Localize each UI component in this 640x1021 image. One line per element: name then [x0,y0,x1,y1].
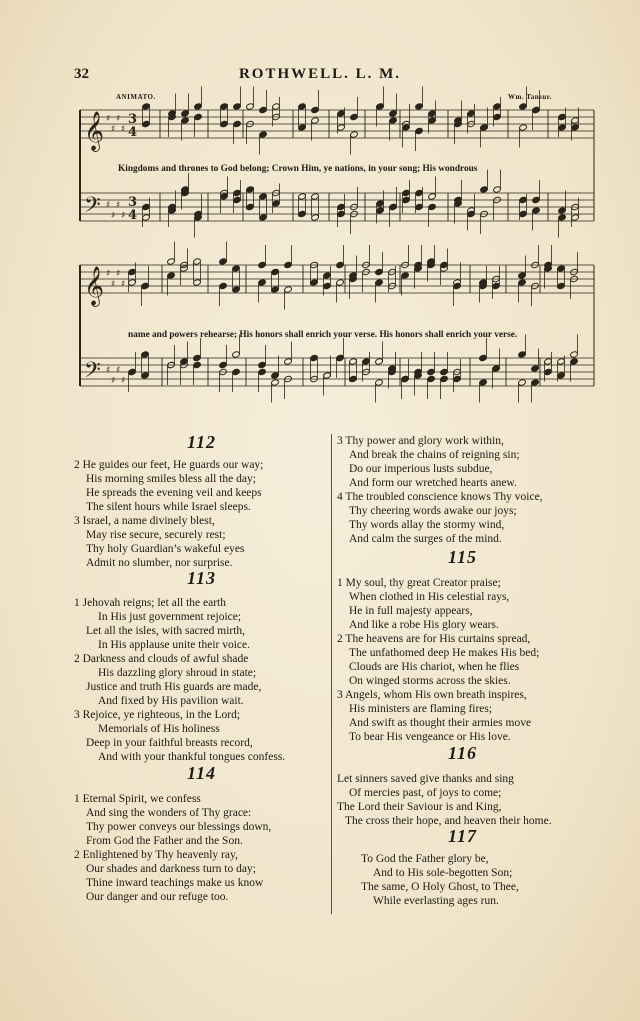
hymn-line: 2 He guides our feet, He guards our way; [74,459,264,471]
note-head [519,103,528,110]
note-head [232,265,241,272]
hymn-line: On winged storms across the skies. [349,675,511,687]
note-head [232,286,241,293]
note-head [337,210,346,217]
bass-clef-icon: 𝄢 [84,358,101,388]
note-head [141,372,150,379]
note-head [336,261,345,268]
hymn-line: Thine inward teachings make us know [86,877,264,889]
note-head [193,279,202,286]
note-head [531,365,540,372]
sharp-icon: ♯ [106,365,111,376]
note-head [193,361,202,368]
sharp-icon: ♯ [116,114,121,124]
note-head [492,365,501,372]
hymn-line: Thy words allay the stormy wind, [349,519,505,531]
note-head [350,131,359,138]
note-head [220,120,229,127]
hymn-line: 2 The heavens are for His curtains spread, [337,633,531,645]
note-head [362,358,371,365]
hymn-line: And calm the surges of the mind. [349,533,502,545]
note-head [375,268,384,275]
note-head [258,368,267,375]
hymn-line: May rise secure, securely rest; [86,529,226,541]
note-head [219,282,228,289]
hymn-line: His morning smiles bless all the day; [86,473,256,485]
time-signature: 3 [128,112,138,127]
note-head [428,117,437,124]
hymn-line: The Lord their Saviour is and King, [337,801,502,813]
note-head [401,375,410,382]
note-head [349,375,358,382]
note-head [233,120,242,127]
note-head [246,203,255,210]
hymn-line: To bear His vengeance or His love. [349,731,511,743]
hymn-line: When clothed in His celestial rays, [349,591,510,603]
note-head [298,210,307,217]
hymn-line: He spreads the evening veil and keeps [86,487,262,499]
note-head [258,361,267,368]
hymn-line: Thy cheering words awake our joys; [349,505,517,517]
hymn-line: 1 Jehovah reigns; let all the earth [74,597,227,609]
hymn-line: Deep in your faithful breasts record, [86,737,253,749]
note-head [142,214,151,221]
note-head [337,124,346,131]
sharp-icon: ♯ [111,279,116,290]
hymn-line: He in full majesty appears, [349,605,473,617]
note-head [479,354,488,361]
hymn-line: 3 Thy power and glory work within, [337,435,504,447]
hymn-line: 2 Enlightened by Thy heavenly ray, [74,849,238,861]
note-head [271,268,280,275]
note-head [389,117,398,124]
hymn-line: Do our imperious lusts subdue, [349,463,493,475]
note-head [532,207,541,214]
note-head [128,268,137,275]
note-head [193,258,202,265]
hymn-number: 115 [448,547,478,567]
hymn-number: 113 [187,568,217,588]
note-head [271,372,280,379]
hymn-line: While everlasting ages run. [373,895,499,907]
note-head [336,279,345,286]
note-head [558,124,567,131]
note-head [311,193,320,200]
note-head [141,282,150,289]
hymn-line: 1 My soul, thy great Creator praise; [337,577,501,589]
note-head [194,113,203,120]
sharp-icon: ♯ [106,269,111,279]
hymn-line: Admit no slumber, nor surprise. [86,557,233,569]
note-head [518,279,527,286]
note-head [194,103,203,110]
note-head [298,103,307,110]
sharp-icon: ♯ [116,365,121,376]
note-head [480,124,489,131]
note-head [375,279,384,286]
note-head [519,210,528,217]
note-head [557,358,566,365]
note-head [272,200,281,207]
note-head [518,351,527,358]
note-head [415,189,424,196]
hymn-line: 1 Eternal Spirit, we confess [74,793,201,805]
note-head [259,131,268,138]
treble-clef-icon: 𝄞 [84,111,105,151]
page-number: 32 [74,66,89,82]
sharp-icon: ♯ [111,124,116,135]
note-head [571,117,580,124]
note-head [453,375,462,382]
note-head [259,193,268,200]
note-head [246,186,255,193]
note-head [220,103,229,110]
hymn-line: And swift as thought their armies move [349,717,532,729]
note-head [311,214,320,221]
hymn-line: His ministers are flaming fires; [349,703,493,715]
hymn-line: In His applause unite their voice. [98,639,251,651]
note-head [493,103,502,110]
note-head [480,186,489,193]
note-head [337,110,346,117]
hymn-line: Our danger and our refuge too. [86,891,229,903]
hymn-line: 3 Angels, whom His own breath inspires, [337,689,527,701]
column-divider [331,434,332,914]
note-head [440,375,449,382]
note-head [531,379,540,386]
tempo-marking: ANIMATO. [116,93,156,101]
note-head [284,286,293,293]
note-head [557,282,566,289]
note-head [311,117,320,124]
hymn-line: The cross their hope, and heaven their home. [345,815,552,827]
note-head [518,379,527,386]
note-head [298,193,307,200]
hymn-line: Our shades and darkness turn to day; [86,863,256,875]
note-head [492,282,501,289]
hymn-line: Thy holy Guardian’s wakeful eyes [86,543,245,555]
note-head [532,196,541,203]
hymn-number: 114 [187,763,217,783]
note-head [519,124,528,131]
hymn-line: Let all the isles, with sacred mirth, [86,625,246,637]
note-head [428,203,437,210]
hymn-line: And sing the wonders of Thy grace: [86,807,252,819]
note-head [258,279,267,286]
note-head [493,186,502,193]
sharp-icon: ♯ [121,376,126,386]
hymn-line: 3 Israel, a name divinely blest, [74,515,215,527]
hymn-line: Thy power conveys our blessings down, [86,821,272,833]
note-head [142,103,151,110]
hymn-line: The silent hours while Israel sleeps. [86,501,251,513]
time-signature: 4 [128,125,138,140]
sharp-icon: ♯ [121,211,126,221]
note-head [323,372,332,379]
sharp-icon: ♯ [111,376,116,386]
note-head [232,368,241,375]
note-head [349,358,358,365]
note-head [427,368,436,375]
note-head [375,379,384,386]
hymn-line: His dazzling glory shroud in state; [98,667,257,679]
hymn-line: Clouds are His chariot, when he flies [349,661,520,673]
sharp-icon: ♯ [116,269,121,279]
note-head [141,351,150,358]
note-head [310,279,319,286]
hymn-number: 112 [187,432,217,452]
hymn-line: And to His sole-begotten Son; [373,867,513,879]
note-head [167,258,176,265]
sharp-icon: ♯ [111,211,116,221]
note-head [375,358,384,365]
sharp-icon: ♯ [121,124,126,135]
note-head [284,261,293,268]
lyrics-line-1: Kingdoms and thrones to God belong; Crown Him, ye nations, in your song; His wondrous [118,164,478,174]
sharp-icon: ♯ [121,279,126,290]
note-head [350,113,359,120]
sharp-icon: ♯ [106,200,111,211]
note-head [558,207,567,214]
note-head [233,189,242,196]
note-head [428,110,437,117]
note-head [232,351,241,358]
composer: Wm. Tansur. [508,93,552,101]
note-head [415,203,424,210]
hymn-line: From God the Father and the Son. [86,835,243,847]
hymn-line: In His just government rejoice; [98,611,242,623]
note-head [415,103,424,110]
hymn-line: Justice and truth His guards are made, [86,681,262,693]
hymn-number: 116 [448,743,478,763]
note-head [219,258,228,265]
hymn-line: Of mercies past, of joys to come; [349,787,502,799]
note-head [415,127,424,134]
note-head [493,113,502,120]
note-head [233,196,242,203]
note-head [558,113,567,120]
note-head [544,368,553,375]
note-head [389,110,398,117]
note-head [128,279,137,286]
note-head [571,214,580,221]
note-head [557,372,566,379]
note-head [402,189,411,196]
note-head [246,103,255,110]
note-head [233,103,242,110]
note-head [376,200,385,207]
note-head [193,354,202,361]
note-head [311,106,320,113]
lyrics-line-2: name and powers rehearse; His honors shall enrich your verse. His honors shall enrich your verse. [128,330,518,340]
sharp-icon: ♯ [106,114,111,124]
note-head [570,358,579,365]
note-head [271,379,280,386]
note-head [298,124,307,131]
time-signature: 4 [128,208,138,223]
note-head [557,265,566,272]
note-head [337,203,346,210]
note-head [427,375,436,382]
note-head [519,196,528,203]
note-head [259,214,268,221]
note-head [336,354,345,361]
note-head [142,203,151,210]
note-head [440,368,449,375]
note-head [258,261,267,268]
note-head [570,351,579,358]
note-head [167,272,176,279]
note-head [271,286,280,293]
hymn-line: 2 Darkness and clouds of awful shade [74,653,249,665]
note-head [323,272,332,279]
note-head [376,207,385,214]
hymn-line: 4 The troubled conscience knows Thy voice, [337,491,543,503]
note-head [532,106,541,113]
hymn-line: And with your thankful tongues confess. [98,751,286,763]
hymn-line: The unfathomed deep He makes His bed; [349,647,540,659]
note-head [128,368,137,375]
note-head [284,358,293,365]
bass-clef-icon: 𝄢 [84,193,101,223]
note-head [402,196,411,203]
time-signature: 3 [128,195,138,210]
note-head [272,103,281,110]
hymn-number: 117 [448,826,478,846]
note-head [544,358,553,365]
note-head [518,272,527,279]
treble-clef-icon: 𝄞 [84,266,105,306]
note-head [181,110,190,117]
note-head [142,120,151,127]
hymn-line: Let sinners saved give thanks and sing [337,773,514,785]
note-head [310,354,319,361]
note-head [571,124,580,131]
note-head [219,361,228,368]
hymn-line: The same, O Holy Ghost, to Thee, [361,881,519,893]
note-head [479,379,488,386]
hymn-line: And break the chains of reigning sin; [349,449,520,461]
tune-title: ROTHWELL. L. M. [238,66,402,82]
note-head [428,193,437,200]
hymn-line: 3 Rejoice, ye righteous, in the Lord; [74,709,241,721]
note-head [401,272,410,279]
note-head [467,110,476,117]
note-head [181,117,190,124]
hymn-line: And fixed by His pavilion wait. [98,695,244,707]
note-head [558,214,567,221]
sharp-icon: ♯ [116,200,121,211]
hymn-line: Memorials of His holiness [98,723,220,735]
hymn-line: And form our wretched hearts anew. [349,477,517,489]
hymn-line: And like a robe His glory wears. [349,619,499,631]
note-head [259,106,268,113]
note-head [323,282,332,289]
hymn-line: To God the Father glory be, [361,853,489,865]
